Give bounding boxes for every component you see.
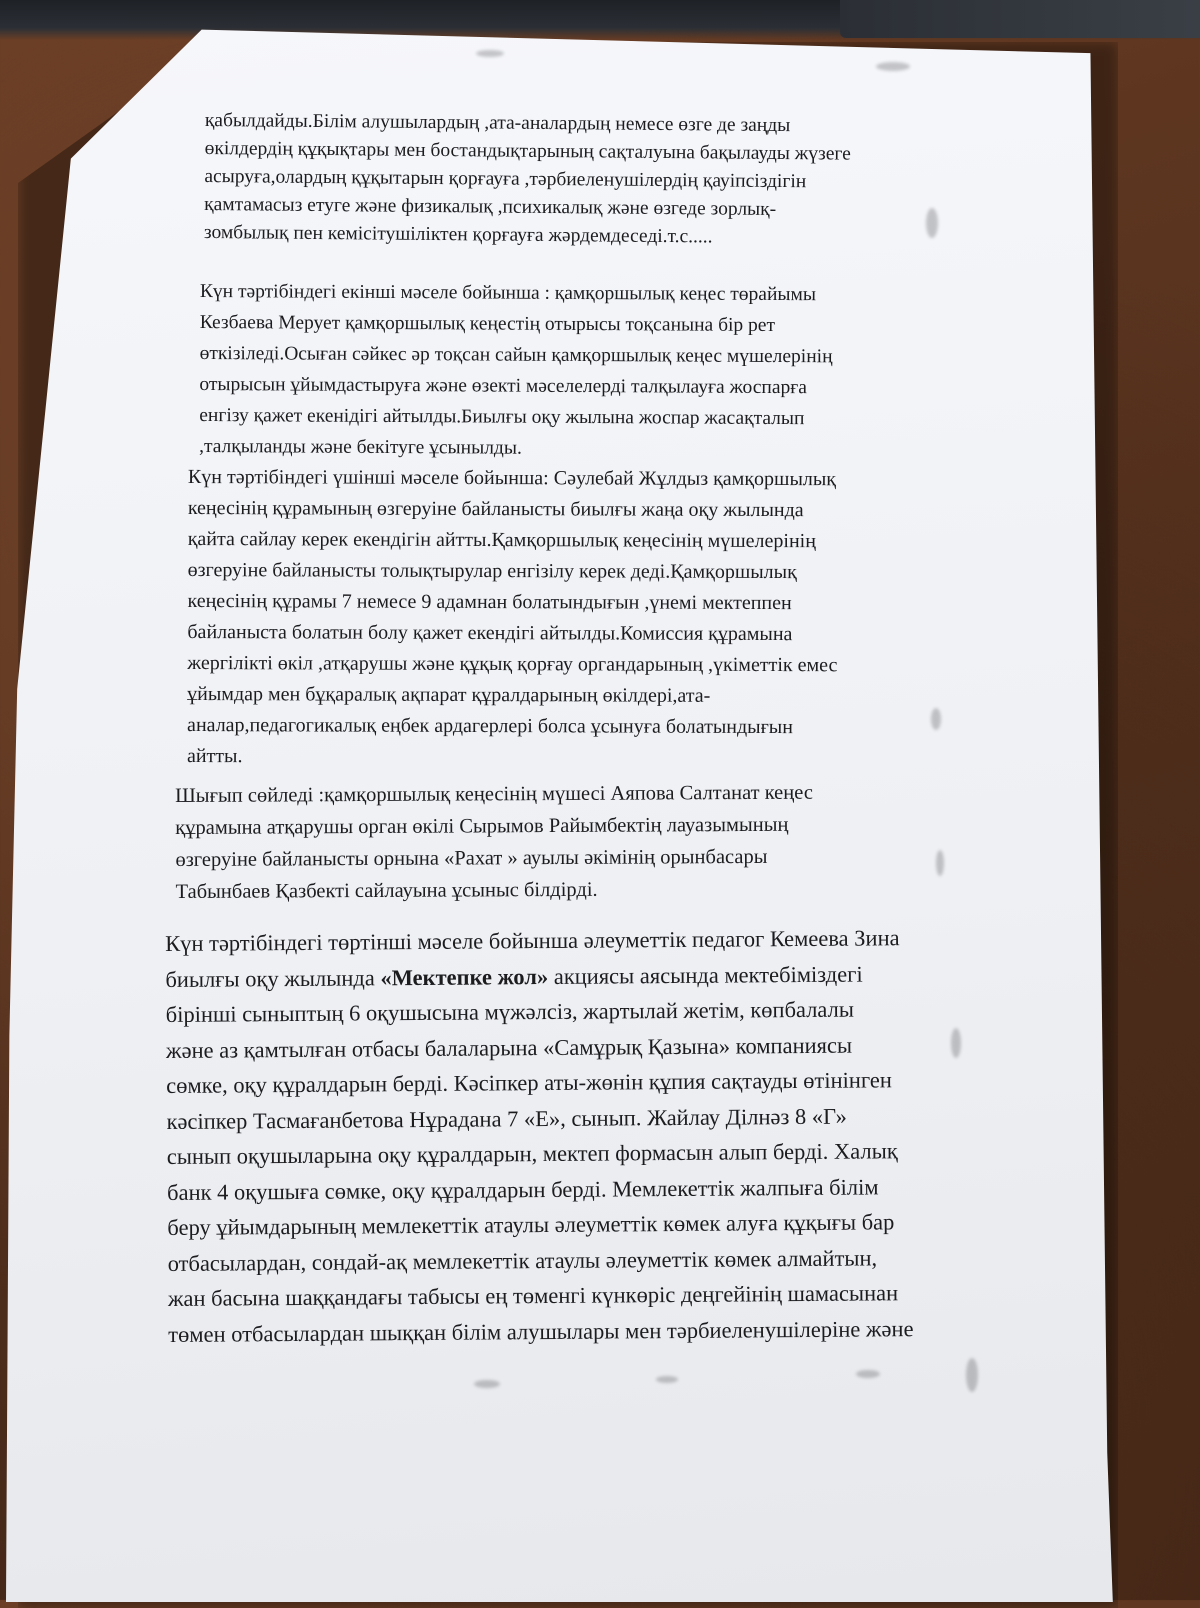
- text-line: байланыста болатын болу қажет екендігі айтылды.Комиссия құрамына: [187, 620, 793, 646]
- text-line: төмен отбасылардан шыққан білім алушылары мен тәрбиеленушілеріне және: [168, 1315, 914, 1347]
- text-line: сөмке, оқу құралдарын берді. Кәсіпкер аты-жөнін құпия сақтауды өтінінген: [166, 1067, 892, 1098]
- text-line: енгізу қажет екенідігі айтылды.Биылғы оқу жылына жоспар жасақталып: [199, 404, 805, 430]
- text-line: құрамына атқарушы орган өкілі Сырымов Райымбектің лауазымының: [175, 813, 789, 839]
- text-line: Кезбаева Мерует қамқоршылық кеңестің отырысы тоқсанына бір рет: [199, 311, 776, 337]
- text-line: бірінші сыныптың 6 оқушысына мүжәлсіз, жартылай жетім, көпбалалы: [165, 996, 855, 1027]
- text-line: отбасылардан, сондай-ақ мемлекеттік атаулы әлеуметтік көмек алмайтын,: [167, 1244, 878, 1276]
- text-line: кеңесінің құрамының өзгеруіне байланысты биылғы жаңа оқу жылында: [187, 496, 804, 522]
- text-line: айтты.: [186, 744, 243, 768]
- text-line: кәсіпкер Тасмағанбетова Нұрадана 7 «Е», сынып. Жайлау Ділнәз 8 «Г»: [166, 1103, 847, 1134]
- text-line: Күн тәртібіндегі екінші мәселе бойынша : қамқоршылық кеңес төрайымы: [199, 280, 817, 306]
- text-line: қамтамасыз етуге және физикалық ,психикалық және өзгеде зорлық-: [204, 193, 777, 220]
- text-line: қайта сайлау керек екендігін айтты.Қамқоршылық кеңесінің мүшелерінің: [187, 527, 816, 553]
- text-line: өткізіледі.Осыған сәйкес әр тоқсан сайын қамқоршылық кеңес мүшелерінің: [199, 342, 833, 368]
- text-line: Табынбаев Қазбекті сайлауына ұсыныс білдірді.: [175, 878, 598, 903]
- paragraph-continuation: [204, 107, 851, 253]
- text-line: аналар,педагогикалық еңбек ардагерлері болса ұсынуға болатындығын: [187, 713, 793, 739]
- text-line: беру ұйымдарының мемлекеттік атаулы әлеуметтік көмек алуға құқығы бар: [167, 1209, 895, 1240]
- text-fragment: биылғы оқу жылында: [165, 964, 381, 992]
- text-line: ,талқыланды және бекітуге ұсынылды.: [199, 435, 522, 459]
- text-line: жан басына шаққандағы табысы ең төменгі күнкөріс деңгейінің шамасынан: [167, 1280, 899, 1311]
- text-line: банк 4 оқушыға сөмке, оқу құралдарын берді. Мемлекеттік жалпыға білім: [166, 1173, 879, 1205]
- paragraph-fourth-issue: [165, 920, 914, 1352]
- text-line: жергілікті өкіл ,атқарушы және құқық қорғау органдарының ,үкіметтік емес: [187, 651, 838, 677]
- campaign-name: «Мектепке жол»: [380, 963, 549, 990]
- text-line: Күн тәртібіндегі төртінші мәселе бойынша әлеуметтік педагог Кемеева Зина: [165, 925, 900, 956]
- text-line: қабылдайды.Білім алушылардың ,ата-аналардың немесе өзге де заңды: [204, 109, 791, 137]
- text-line: кеңесінің құрамы 7 немесе 9 адамнан болатындығын ,үнемі мектеппен: [187, 589, 792, 615]
- text-line: сынып оқушыларына оқу құралдарын, мектеп формасын алып берді. Халық: [166, 1138, 898, 1169]
- text-fragment: акциясы аясында мектебіміздегі: [548, 961, 863, 989]
- text-line: Күн тәртібіндегі үшінші мәселе бойынша: Сәулебай Жұлдыз қамқоршылық: [187, 465, 837, 491]
- paragraph-second-issue: [199, 276, 833, 465]
- text-line: өкілдердің құқықтары мен бостандықтарының сақталуына бақылауды жүзеге: [204, 137, 851, 165]
- text-line-with-bold: [165, 956, 911, 997]
- text-line: Шығып сөйледі :қамқоршылық кеңесінің мүшесі Аяпова Салтанат кеңес: [175, 781, 813, 807]
- text-line: өзгеруіне байланысты толықтырулар енгізілу керек деді.Қамқоршылық: [187, 558, 797, 584]
- paragraph-speech: [175, 777, 814, 908]
- text-line: отырысын ұйымдастыруға және өзекті мәселелерді талқылауға жоспарға: [199, 373, 807, 399]
- text-line: асыруға,олардың құқытарын қорғауға ,тәрбиеленушілердің қауіпсіздігін: [204, 165, 807, 193]
- text-line: зомбылық пен кемісітушіліктен қорғауға жәрдемдеседі.т.с.....: [203, 221, 713, 248]
- text-line: ұйымдар мен бұқаралық ақпарат құралдарының өкілдері,ата-: [187, 682, 711, 707]
- paragraph-third-issue: [187, 462, 838, 774]
- text-line: өзгеруіне байланысты орнына «Рахат » ауылы әкімінің орынбасары: [175, 845, 768, 871]
- text-line: және аз қамтылған отбасы балаларына «Самұрық Қазына» компаниясы: [165, 1032, 853, 1063]
